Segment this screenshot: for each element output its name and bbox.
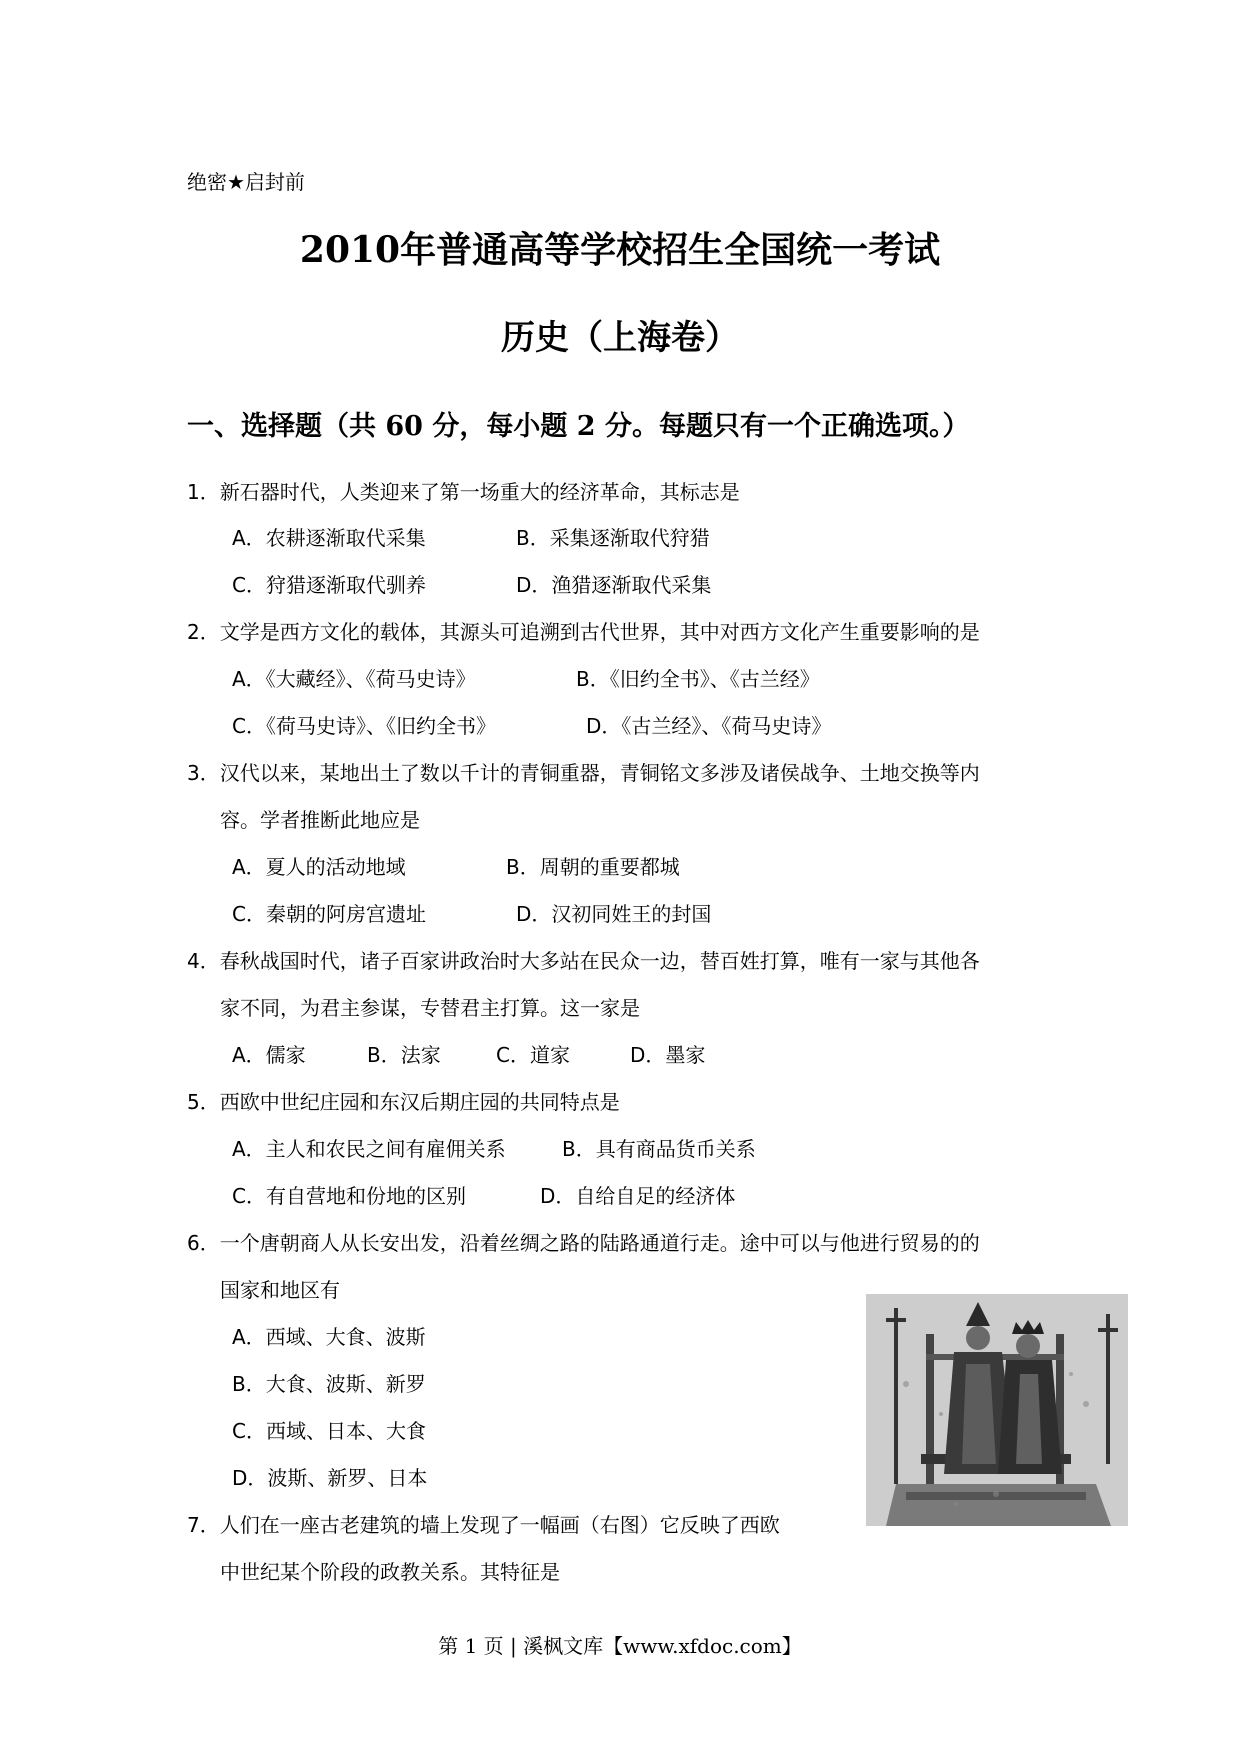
question-6-option-c: C．西域、日本、大食 bbox=[232, 1419, 426, 1443]
section-heading: 一、选择题（共 60 分，每小题 2 分。每题只有一个正确选项。） bbox=[187, 411, 970, 442]
medieval-painting-figure bbox=[866, 1294, 1128, 1526]
exam-subtitle: 历史（上海卷） bbox=[501, 318, 739, 358]
question-6-option-a: A．西域、大食、波斯 bbox=[232, 1325, 426, 1349]
question-5-option-a: A．主人和农民之间有雇佣关系 bbox=[232, 1137, 506, 1161]
question-4-option-a: A．儒家 bbox=[232, 1043, 306, 1067]
painting-illustration bbox=[866, 1294, 1128, 1526]
question-2-option-b: B．《旧约全书》、《古兰经》 bbox=[576, 667, 820, 691]
question-3-option-d: D．汉初同姓王的封国 bbox=[516, 902, 712, 926]
question-1-option-a: A．农耕逐渐取代采集 bbox=[232, 526, 426, 550]
question-3-option-a: A．夏人的活动地域 bbox=[232, 855, 406, 879]
question-3-stem-cont: 容。学者推断此地应是 bbox=[220, 808, 420, 832]
question-2-stem: 2．文学是西方文化的载体，其源头可追溯到古代世界，其中对西方文化产生重要影响的是 bbox=[187, 620, 980, 644]
question-2-option-a: A．《大藏经》、《荷马史诗》 bbox=[232, 667, 476, 691]
question-5-stem: 5．西欧中世纪庄园和东汉后期庄园的共同特点是 bbox=[187, 1090, 620, 1114]
question-6-stem: 6．一个唐朝商人从长安出发，沿着丝绸之路的陆路通道行走。途中可以与他进行贸易的的 bbox=[187, 1231, 980, 1255]
exam-title: 2010年普通高等学校招生全国统一考试 bbox=[299, 229, 941, 271]
question-2-option-d: D．《古兰经》、《荷马史诗》 bbox=[586, 714, 832, 738]
question-4-option-b: B．法家 bbox=[367, 1043, 441, 1067]
question-3-option-b: B．周朝的重要都城 bbox=[506, 855, 680, 879]
question-5-option-b: B．具有商品货币关系 bbox=[562, 1137, 756, 1161]
question-4-option-c: C．道家 bbox=[496, 1043, 570, 1067]
question-5-option-c: C．有自营地和份地的区别 bbox=[232, 1184, 466, 1208]
question-5-option-d: D．自给自足的经济体 bbox=[540, 1184, 736, 1208]
question-2-option-c: C．《荷马史诗》、《旧约全书》 bbox=[232, 714, 496, 738]
question-4-stem: 4．春秋战国时代，诸子百家讲政治时大多站在民众一边，替百姓打算，唯有一家与其他各 bbox=[187, 949, 980, 973]
question-4-stem-cont: 家不同，为君主参谋，专替君主打算。这一家是 bbox=[220, 996, 640, 1020]
question-6-option-d: D．波斯、新罗、日本 bbox=[232, 1466, 428, 1490]
question-7-stem: 7．人们在一座古老建筑的墙上发现了一幅画（右图）它反映了西欧 bbox=[187, 1513, 780, 1537]
question-1-option-c: C．狩猎逐渐取代驯养 bbox=[232, 573, 426, 597]
question-6-option-b: B．大食、波斯、新罗 bbox=[232, 1372, 426, 1396]
question-6-stem-cont: 国家和地区有 bbox=[220, 1278, 340, 1302]
page-footer: 第 1 页 | 溪枫文库【www.xfdoc.com】 bbox=[438, 1634, 802, 1658]
confidential-label: 绝密★启封前 bbox=[187, 170, 305, 194]
question-1-option-b: B．采集逐渐取代狩猎 bbox=[516, 526, 710, 550]
question-7-stem-cont: 中世纪某个阶段的政教关系。其特征是 bbox=[220, 1560, 560, 1584]
question-3-stem: 3．汉代以来，某地出土了数以千计的青铜重器，青铜铭文多涉及诸侯战争、土地交换等内 bbox=[187, 761, 980, 785]
question-4-option-d: D．墨家 bbox=[630, 1043, 706, 1067]
question-1-option-d: D．渔猎逐渐取代采集 bbox=[516, 573, 712, 597]
question-3-option-c: C．秦朝的阿房宫遗址 bbox=[232, 902, 426, 926]
question-1-stem: 1．新石器时代，人类迎来了第一场重大的经济革命，其标志是 bbox=[187, 480, 740, 504]
